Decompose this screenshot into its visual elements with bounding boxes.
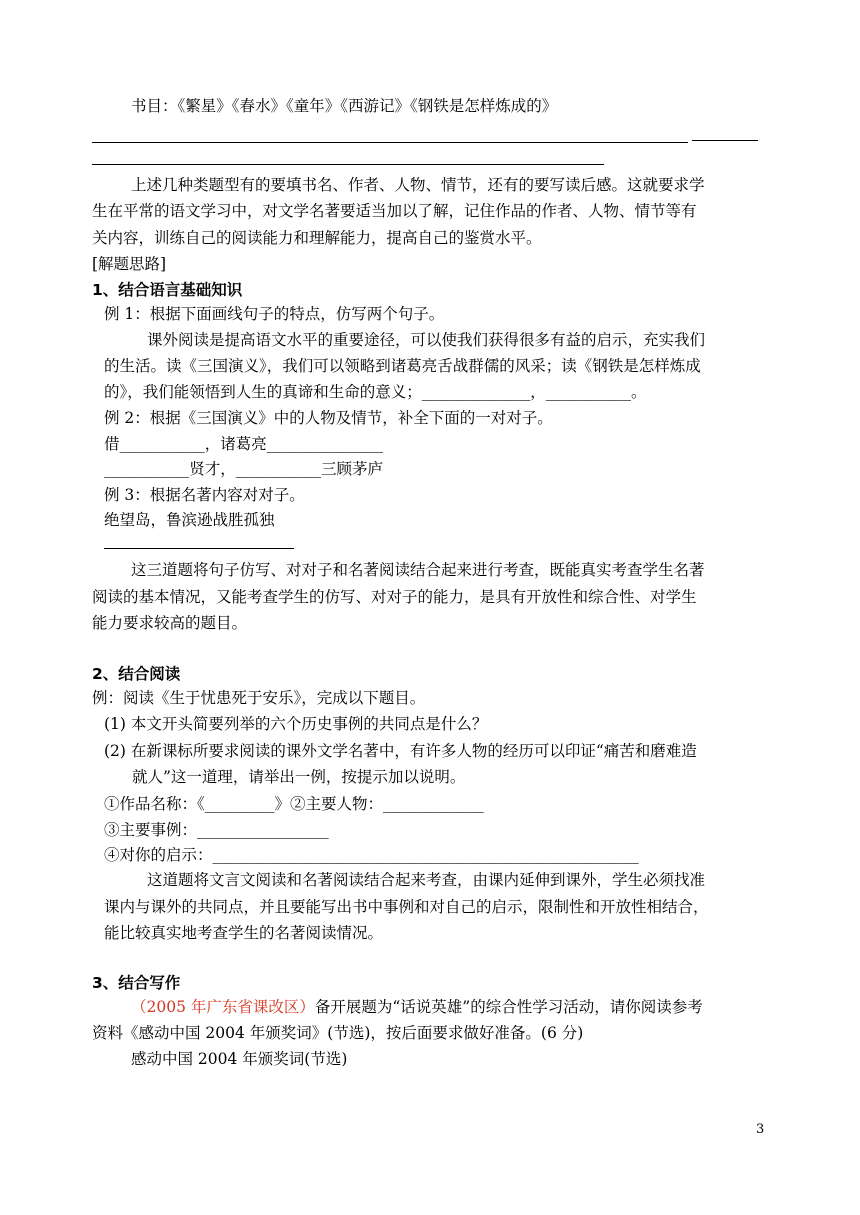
example-text: 的》，我们能领悟到人生的真谛和生命的意义；______________，___________。 [104, 383, 647, 401]
example-title: 例 3：根据名著内容对对子。 [104, 486, 305, 504]
intro-line: 生在平常的语文学习中，对文学名著要适当加以了解，记住作品的作者、人物、情节等有 [92, 202, 697, 220]
section-heading: 3、结合写作 [92, 974, 181, 992]
couplet-line: 借___________，诸葛亮_______________ [104, 435, 384, 453]
approach-label: [解题思路] [92, 255, 167, 273]
section-heading: 2、结合阅读 [92, 665, 181, 683]
couplet-line: ___________贤才，___________三顾茅庐 [104, 460, 384, 478]
answer-line [92, 142, 688, 143]
couplet-line: 绝望岛，鲁滨逊战胜孤独 [104, 511, 275, 529]
booklist-line: 书目：《繁星》《春水》《童年》《西游记》《钢铁是怎样炼成的》 [131, 97, 558, 115]
page-number: 3 [756, 1122, 765, 1137]
question-item: (2) 在新课标所要求阅读的课外文学名著中，有许多人物的经历可以印证“痛苦和磨难造 [104, 742, 697, 760]
exam-source: （2005 年广东省课改区） [131, 998, 315, 1016]
fill-in-line: ④对你的启示：_______________________________________________________ [104, 846, 639, 864]
answer-line [104, 548, 294, 549]
intro-line: 关内容，训练自己的阅读能力和理解能力，提高自己的鉴赏水平。 [92, 229, 542, 247]
summary-line: 这三道题将句子仿写、对对子和名著阅读结合起来进行考查，既能真实考查学生名著 [131, 561, 705, 579]
summary-line: 能比较真实地考查学生的名著阅读情况。 [104, 924, 384, 942]
example-text: 课外阅读是提高语文水平的重要途径，可以使我们获得很多有益的启示，充实我们 [147, 331, 706, 349]
question-item: 就人”这一道理，请举出一例，按提示加以说明。 [132, 768, 466, 786]
summary-line: 这道题将文言文阅读和名著阅读结合起来考查，由课内延伸到课外，学生必须找准 [147, 871, 706, 889]
fill-in-line: ③主要事例：_________________ [104, 821, 329, 839]
fill-in-line: ①作品名称：《_________》②主要人物：_____________ [104, 795, 484, 813]
example-text: 的生活。读《三国演义》，我们可以领略到诸葛亮舌战群儒的风采；读《钢铁是怎样炼成 [104, 357, 701, 375]
example-title: 例 2：根据《三国演义》中的人物及情节，补全下面的一对对子。 [104, 409, 553, 427]
intro-line: 上述几种类题型有的要填书名、作者、人物、情节，还有的要写读后感。这就要求学 [131, 176, 705, 194]
material-title: 感动中国 2004 年颁奖词(节选) [131, 1050, 348, 1068]
summary-line: 课内与课外的共同点，并且要能写出书中事例和对自己的启示，限制性和开放性相结合， [104, 898, 709, 916]
question-text: 备开展题为“话说英雄”的综合性学习活动，请你阅读参考 [314, 998, 703, 1016]
section-heading: 1、结合语言基础知识 [92, 281, 243, 299]
summary-line: 能力要求较高的题目。 [92, 614, 248, 632]
summary-line: 阅读的基本情况，又能考查学生的仿写、对对子的能力，是具有开放性和综合性、对学生 [92, 588, 697, 606]
example-title: 例：阅读《生于忧患死于安乐》，完成以下题目。 [92, 689, 426, 707]
answer-line [692, 140, 758, 141]
example-title: 例 1：根据下面画线句子的特点，仿写两个句子。 [104, 305, 445, 323]
question-paragraph [131, 997, 703, 1017]
question-paragraph: 资料《感动中国 2004 年颁奖词》(节选)，按后面要求做好准备。(6 分) [92, 1024, 584, 1042]
answer-line [92, 164, 604, 165]
question-item: (1) 本文开头简要列举的六个历史事例的共同点是什么？ [104, 715, 488, 733]
